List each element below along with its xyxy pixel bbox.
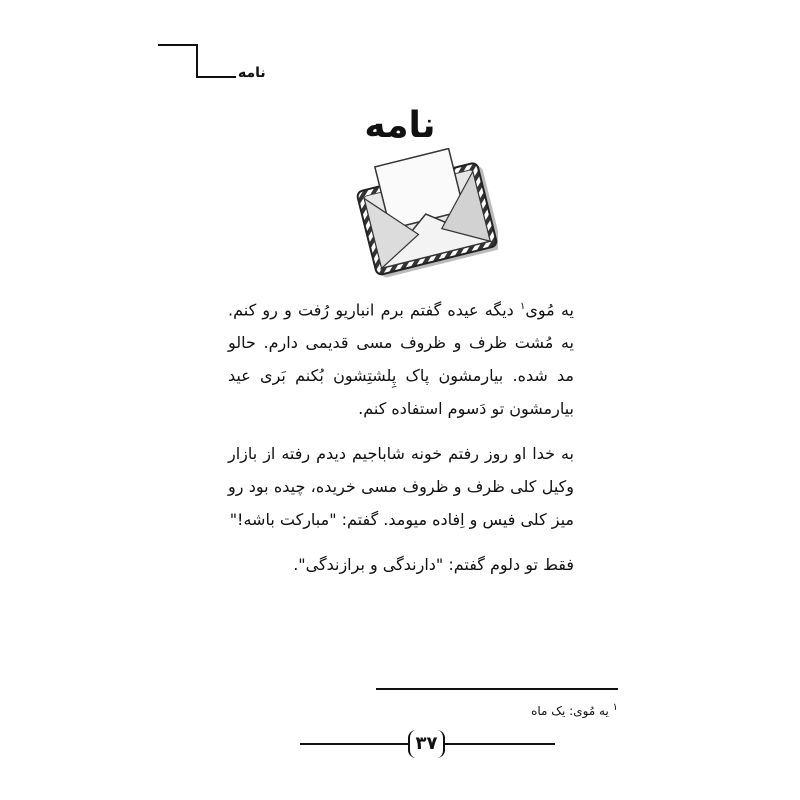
header-rule-top [158,44,198,46]
footnote-rule [376,688,618,690]
body-text [228,290,574,593]
page-number-rule-right [445,743,555,745]
chapter-title: نامه [364,105,436,146]
page-number: ۳۷ [408,730,445,758]
footnote: $^۱$ یه مُوی: یک ماه [531,702,618,718]
running-header: نامه [238,65,266,81]
footnote-number: ۱ [612,702,618,713]
header-rule-bottom [196,76,236,78]
paragraph-2: به خدا او روز رفتم خونه شاباجیم دیدم رفته از بازار وکیل کلی ظرف و ظروف مسی خریده، چیده بود رو میز کلی فیس و اِفاده میومد. گفتم: "مبارکت باشه!" [228,444,574,530]
page-number-rule-left [300,743,408,745]
envelope-icon [354,148,498,282]
paragraph-1: یه مُوی$^۱$ دیگه عیده گفتم برم انباریو رُفت و رو کنم. یه مُشت ظرف و ظروف مسی قدیمی دارم. حالو مد شده. بیارمشون پاک پِلشتِشون بُکنم بَری عید بیارمشون تو دَسوم استفاده کنم. [228,300,574,419]
footnote-marker[interactable]: ۱ [520,301,526,312]
header-rule-vertical [196,44,198,78]
paragraph-3: فقط تو دلوم گفتم: "دارندگی و برازندگی". [293,555,574,575]
